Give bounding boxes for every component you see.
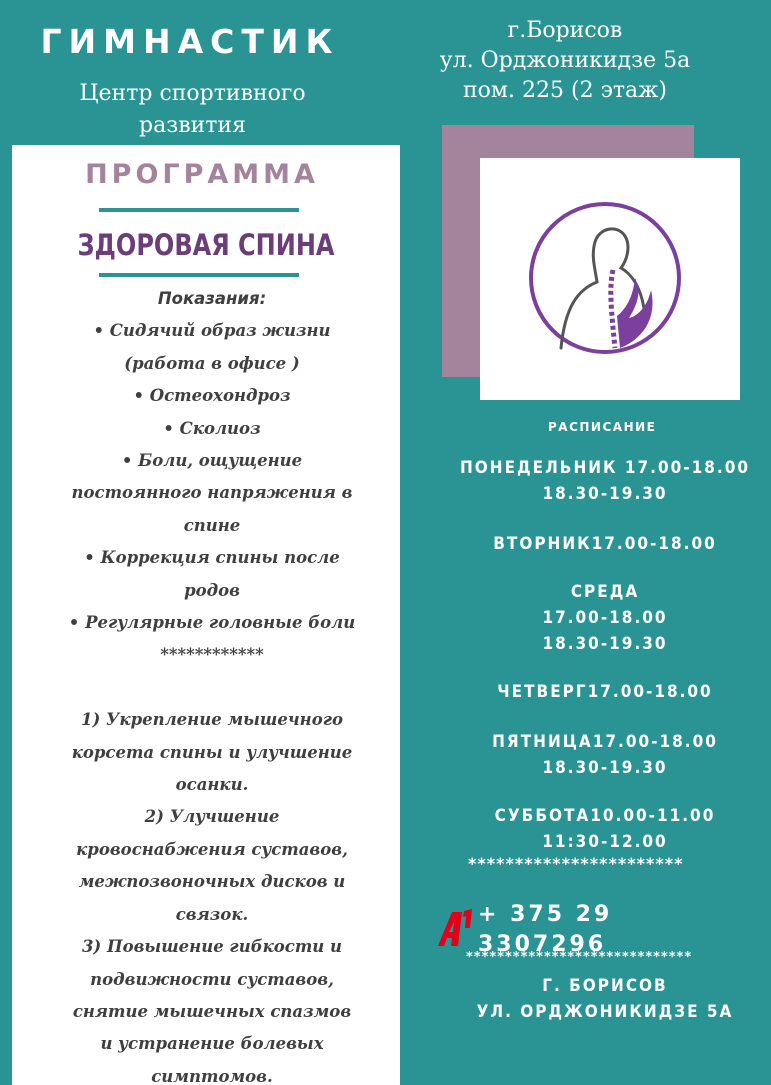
separator-stars-2: *****************************	[466, 950, 693, 965]
text-line: • Коррекция спины после	[84, 548, 340, 568]
divider-top	[99, 208, 299, 212]
footer-street: УЛ. ОРДЖОНИКИДЗЕ 5А	[476, 1002, 734, 1022]
schedule-label: РАСПИСАНИЕ	[548, 420, 657, 434]
text-line: корсета спины и улучшение	[71, 742, 353, 762]
program-name: ЗДОРОВАЯ СПИНА	[77, 228, 335, 262]
program-title: ПРОГРАММА	[85, 159, 319, 190]
separator-stars: ************	[160, 645, 264, 665]
schedule-monday	[440, 455, 770, 507]
blank-line	[12, 672, 400, 704]
text-line: симптомов.	[151, 1066, 273, 1085]
text-line: 1) Укрепление мышечного	[80, 710, 343, 730]
tuesday-time: ВТОРНИК17.00-18.00	[493, 534, 717, 554]
text-line: • Сидячий образ жизни	[93, 321, 331, 341]
schedule-friday	[440, 729, 770, 781]
separator-stars-1: ***********************	[468, 854, 684, 873]
saturday-time-2: 11:30-12.00	[542, 832, 668, 852]
text-line: 2) Улучшение	[144, 807, 280, 827]
text-line: подвижности суставов,	[90, 969, 334, 989]
text-line: осанки.	[175, 775, 249, 795]
text-line: • Боли, ощущение	[121, 451, 303, 471]
schedule-wednesday	[440, 579, 770, 657]
text-line: родов	[184, 580, 240, 600]
monday-time-2: 18.30-19.30	[542, 484, 668, 504]
subtitle-line-1: Центр спортивного	[79, 81, 306, 106]
a1-logo-icon	[436, 908, 476, 948]
brand-title: ГИМНАСТИК	[40, 22, 340, 61]
program-description	[12, 283, 400, 1085]
program-panel	[12, 145, 400, 1085]
text-line: • Сколиоз	[163, 418, 261, 438]
divider-bottom	[99, 273, 299, 277]
address-header	[420, 16, 710, 106]
subtitle-line-2: развития	[139, 113, 246, 138]
phone-number[interactable]: + 375 29 3307296	[478, 902, 613, 957]
schedule-saturday	[440, 803, 770, 855]
address-line-1: г.Борисов	[507, 18, 623, 43]
wednesday-time-1: 17.00-18.00	[542, 608, 668, 628]
friday-time-2: 18.30-19.30	[542, 758, 668, 778]
text-line: связок.	[175, 904, 249, 924]
schedule-tuesday	[440, 531, 770, 557]
brand-subtitle	[40, 78, 345, 142]
address-footer	[440, 973, 770, 1025]
text-line: межпозвоночных дисков и	[78, 872, 346, 892]
address-line-2: ул. Орджоникидзе 5а	[439, 48, 691, 73]
wednesday-head: СРЕДА	[570, 582, 640, 602]
friday-time-1: ПЯТНИЦА17.00-18.00	[492, 732, 718, 752]
thursday-time: ЧЕТВЕРГ17.00-18.00	[497, 682, 713, 702]
indications-heading: Показания:	[157, 289, 267, 308]
text-line: 3) Повышение гибкости и	[81, 937, 343, 957]
footer-city: Г. БОРИСОВ	[542, 976, 668, 996]
phone-row	[436, 900, 736, 957]
monday-time-1: ПОНЕДЕЛЬНИК 17.00-18.00	[459, 458, 750, 478]
text-line: и устранение болевых	[100, 1034, 324, 1054]
text-line: кровоснабжения суставов,	[76, 839, 348, 859]
text-line: спине	[183, 515, 241, 535]
schedule-thursday	[440, 679, 770, 705]
address-line-3: пом. 225 (2 этаж)	[463, 78, 667, 103]
text-line: • Регулярные головные боли	[68, 613, 356, 633]
text-line: снятие мышечных спазмов	[72, 1001, 352, 1021]
text-line: (работа в офисе )	[124, 353, 300, 373]
wednesday-time-2: 18.30-19.30	[542, 634, 668, 654]
text-line: • Остеохондроз	[133, 386, 291, 406]
logo-card	[480, 158, 740, 400]
text-line: постоянного напряжения в	[71, 483, 353, 503]
saturday-time-1: СУББОТА10.00-11.00	[494, 806, 716, 826]
spine-icon	[525, 198, 685, 358]
